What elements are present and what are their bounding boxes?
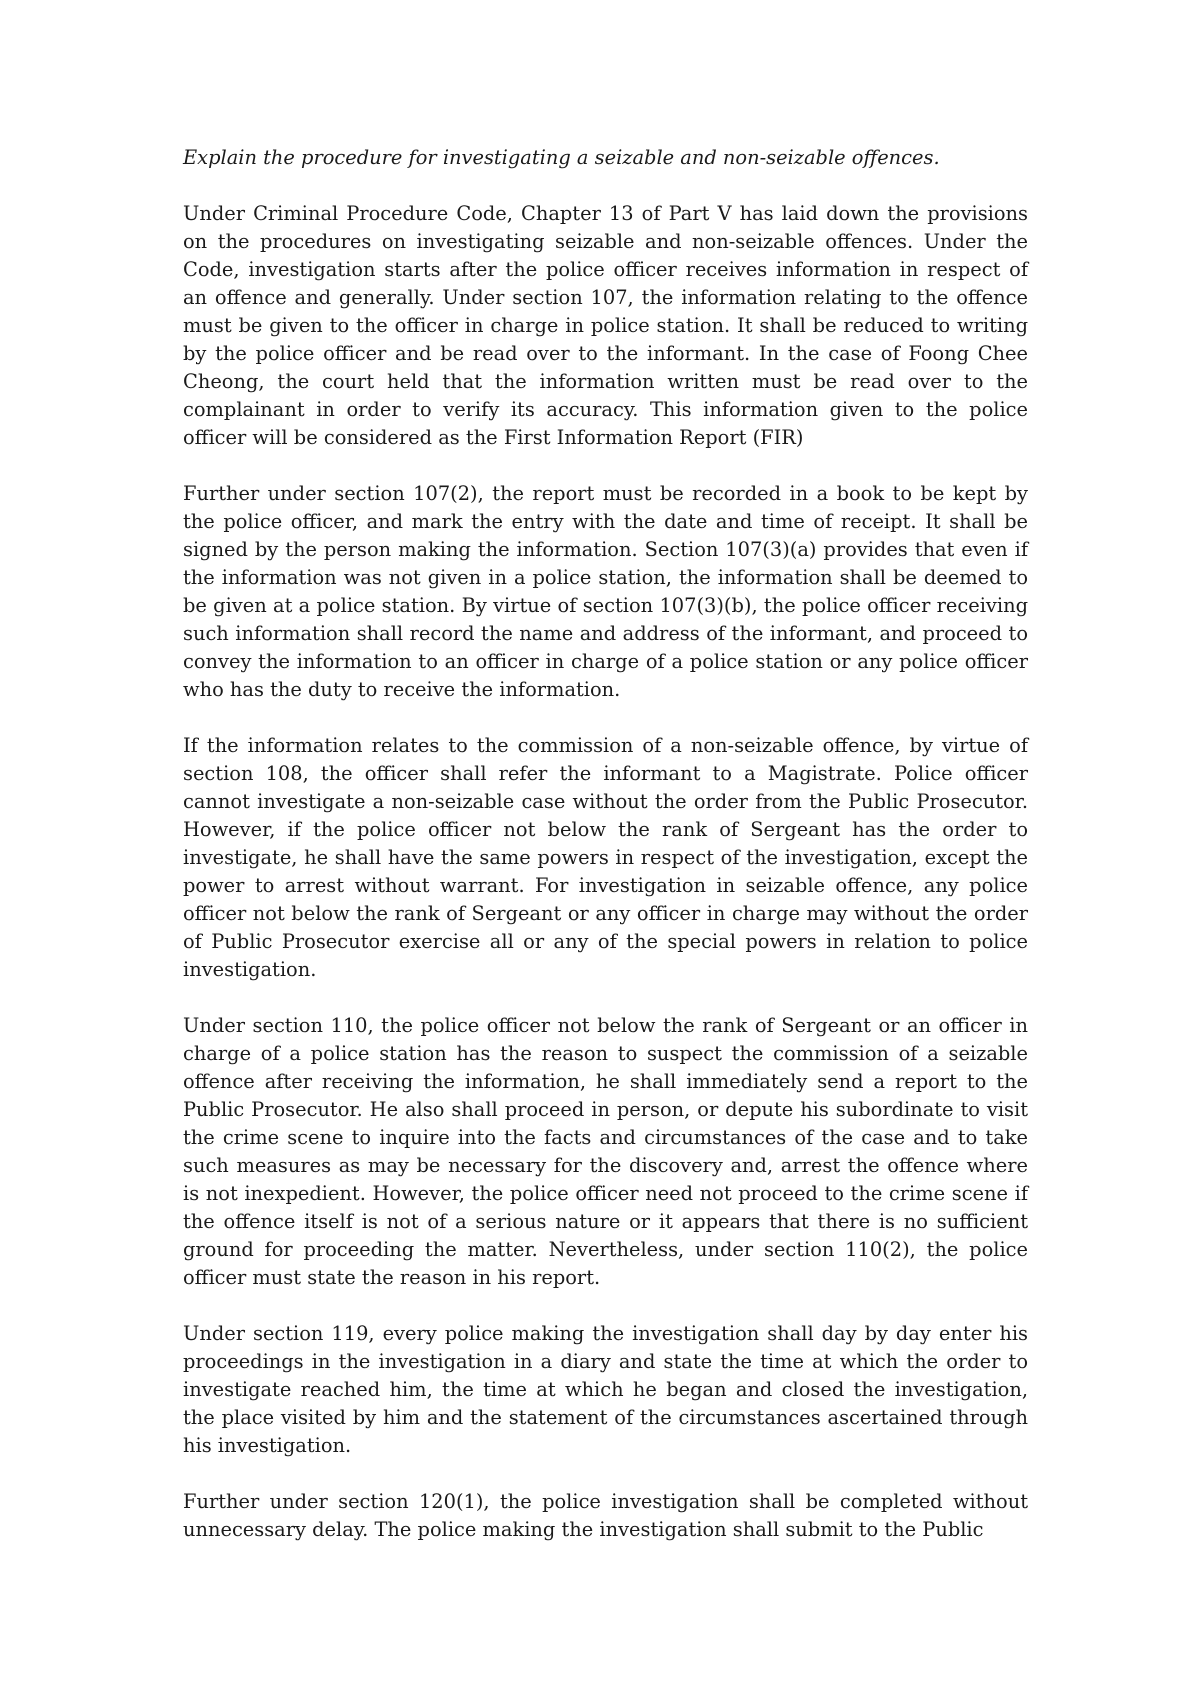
paragraph-fir: Under Criminal Procedure Code, Chapter 13 of Part V has laid down the provisions on the procedures on investigating seizable and non-seizable offences. Under the Code, investigation starts after the police officer receives information in respect of an offence and generally. Under section 107, the information relating to the offence must be given to the officer in charge in police station. It shall be reduced to writing by the police officer and be read over to the informant. In the case of Foong Chee Cheong, the court held that the information written must be read over to the complainant in order to verify its accuracy. This information given to the police officer will be considered as the First Information Report (FIR) bbox=[183, 202, 1028, 449]
paragraph-section-108: If the information relates to the commission of a non-seizable offence, by virtue of section 108, the officer shall refer the informant to a Magistrate. Police officer cannot investigate a non-seizable case without the order from the Public Prosecutor. However, if the police officer not below the rank of Sergeant has the order to investigate, he shall have the same powers in respect of the investigation, except the power to arrest without warrant. For investigation in seizable offence, any police officer not below the rank of Sergeant or any officer in charge may without the order of Public Prosecutor exercise all or any of the special powers in relation to police investigation. bbox=[183, 734, 1028, 981]
question-heading: Explain the procedure for investigating a seizable and non-seizable offences. bbox=[183, 146, 940, 169]
paragraph-section-107-2: Further under section 107(2), the report must be recorded in a book to be kept by the police officer, and mark the entry with the date and time of receipt. It shall be signed by the person making the information. Section 107(3)(a) provides that even if the information was not given in a police station, the information shall be deemed to be given at a police station. By virtue of section 107(3)(b), the police officer receiving such information shall record the name and address of the informant, and proceed to convey the information to an officer in charge of a police station or any police officer who has the duty to receive the information. bbox=[183, 482, 1028, 701]
paragraph-section-120: Further under section 120(1), the police investigation shall be completed without unnecessary delay. The police making the investigation shall submit to the Public bbox=[183, 1490, 1028, 1541]
paragraph-section-119: Under section 119, every police making the investigation shall day by day enter his proceedings in the investigation in a diary and state the time at which the order to investigate reached him, the time at which he began and closed the investigation, the place visited by him and the statement of the circumstances ascertained through his investigation. bbox=[183, 1322, 1028, 1457]
paragraph-section-110: Under section 110, the police officer not below the rank of Sergeant or an officer in charge of a police station has the reason to suspect the commission of a seizable offence after receiving the information, he shall immediately send a report to the Public Prosecutor. He also shall proceed in person, or depute his subordinate to visit the crime scene to inquire into the facts and circumstances of the case and to take such measures as may be necessary for the discovery and, arrest the offence where is not inexpedient. However, the police officer need not proceed to the crime scene if the offence itself is not of a serious nature or it appears that there is no sufficient ground for proceeding the matter. Nevertheless, under section 110(2), the police officer must state the reason in his report. bbox=[183, 1014, 1028, 1289]
document-page bbox=[183, 144, 1028, 1544]
